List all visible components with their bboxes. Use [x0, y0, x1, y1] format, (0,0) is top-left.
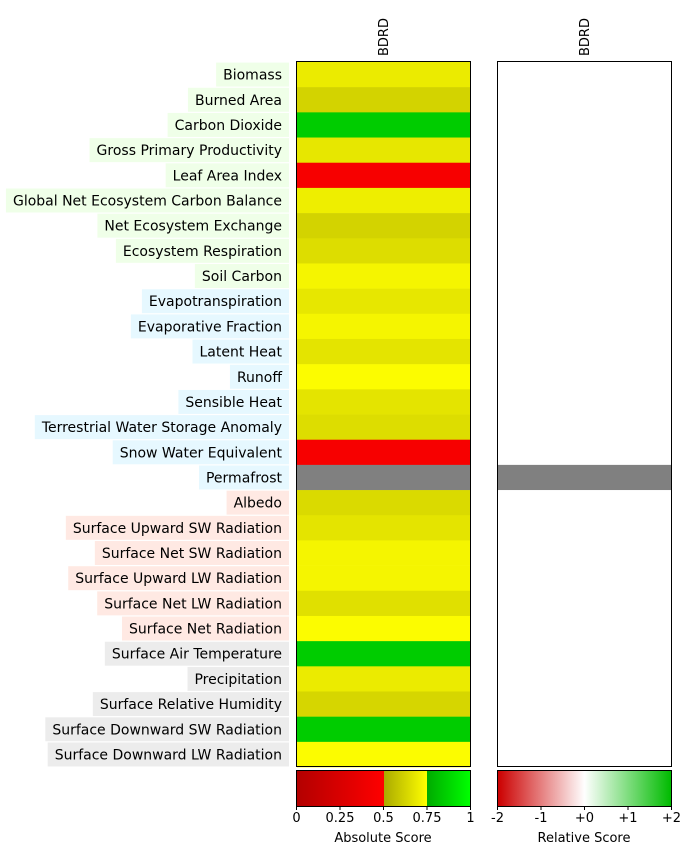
absolute-score-cell — [297, 238, 470, 263]
absolute-score-cell — [297, 591, 470, 616]
row-label: Soil Carbon — [201, 269, 282, 286]
row-label: Carbon Dioxide — [174, 117, 282, 134]
absolute-colorbar-ticks — [292, 806, 474, 826]
absolute-colorbar-yellow-segment — [384, 771, 427, 806]
relative-score-cell — [498, 87, 671, 112]
absolute-score-cell — [297, 440, 470, 465]
absolute-colorbar-label: Absolute Score — [334, 831, 432, 846]
absolute-score-cell — [297, 62, 470, 87]
row-label: Biomass — [223, 67, 282, 84]
absolute-score-cell — [297, 87, 470, 112]
relative-score-cell — [498, 415, 671, 440]
relative-colorbar-tick-label: +0 — [574, 811, 595, 826]
absolute-colorbar-tick-label: 0 — [292, 811, 301, 826]
relative-score-cell — [498, 263, 671, 288]
relative-score-cell — [498, 717, 671, 742]
relative-score-cell — [498, 692, 671, 717]
absolute-score-cell — [297, 263, 470, 288]
row-label: Net Ecosystem Exchange — [104, 218, 282, 235]
relative-score-cell — [498, 591, 671, 616]
row-label: Surface Air Temperature — [111, 646, 282, 663]
relative-score-cell — [498, 314, 671, 339]
absolute-score-cell — [297, 641, 470, 666]
row-label: Snow Water Equivalent — [119, 445, 282, 462]
relative-colorbar-tick-label: -1 — [534, 811, 548, 826]
absolute-score-cell — [297, 742, 470, 767]
absolute-score-cell — [297, 566, 470, 591]
absolute-score-cell — [297, 213, 470, 238]
row-label: Surface Net LW Radiation — [104, 596, 282, 613]
absolute-score-cell — [297, 415, 470, 440]
relative-score-cell — [498, 213, 671, 238]
relative-colorbar-ticks — [491, 806, 681, 826]
relative-score-cell — [498, 440, 671, 465]
relative-score-cell — [498, 616, 671, 641]
absolute-score-cell — [297, 314, 470, 339]
absolute-colorbar-tick-label: 1 — [466, 811, 475, 826]
absolute-score-cell — [297, 616, 470, 641]
absolute-score-cell — [297, 540, 470, 565]
absolute-score-cell — [297, 289, 470, 314]
row-label: Surface Relative Humidity — [99, 697, 282, 714]
relative-colorbar-tick-label: +1 — [618, 811, 638, 826]
absolute-score-cells — [297, 62, 470, 767]
relative-colorbar-tick-label: +2 — [661, 811, 682, 826]
relative-column-header: BDRD — [578, 18, 593, 56]
row-label: Evapotranspiration — [148, 294, 282, 311]
absolute-column-header: BDRD — [377, 18, 392, 56]
row-labels — [6, 63, 289, 767]
row-label: Surface Net Radiation — [129, 621, 282, 638]
absolute-score-cell — [297, 112, 470, 137]
absolute-colorbar-red-segment — [297, 771, 384, 806]
absolute-colorbar-tick-label: 0.25 — [325, 811, 355, 826]
relative-colorbar-label: Relative Score — [537, 831, 631, 846]
relative-score-cell — [498, 742, 671, 767]
row-label: Runoff — [236, 369, 282, 386]
relative-score-cell — [498, 566, 671, 591]
absolute-score-cell — [297, 490, 470, 515]
row-label: Albedo — [233, 495, 282, 512]
absolute-colorbar-tick-label: 0.75 — [412, 811, 442, 826]
absolute-score-cell — [297, 465, 470, 490]
row-label: Surface Downward SW Radiation — [52, 722, 282, 739]
absolute-score-cell — [297, 364, 470, 389]
absolute-score-cell — [297, 717, 470, 742]
relative-score-cell — [498, 515, 671, 540]
absolute-score-cell — [297, 389, 470, 414]
row-label: Surface Upward SW Radiation — [72, 520, 282, 537]
relative-score-cell — [498, 389, 671, 414]
relative-score-cell — [498, 641, 671, 666]
relative-score-cell — [498, 364, 671, 389]
row-label: Terrestrial Water Storage Anomaly — [41, 420, 282, 437]
absolute-colorbar-green-segment — [427, 771, 470, 806]
relative-score-cell — [498, 666, 671, 691]
relative-colorbar-gradient — [498, 771, 671, 806]
absolute-score-cell — [297, 339, 470, 364]
absolute-score-cell — [297, 692, 470, 717]
row-label: Global Net Ecosystem Carbon Balance — [12, 193, 282, 210]
relative-score-cell — [498, 112, 671, 137]
relative-colorbar-tick-label: -2 — [491, 811, 504, 826]
absolute-score-cell — [297, 188, 470, 213]
row-label: Gross Primary Productivity — [96, 143, 282, 160]
row-label: Latent Heat — [199, 344, 282, 361]
row-label: Precipitation — [194, 671, 282, 688]
absolute-score-cell — [297, 163, 470, 188]
relative-score-cell — [498, 188, 671, 213]
row-label: Burned Area — [194, 92, 282, 109]
relative-score-cell — [498, 238, 671, 263]
row-label: Surface Downward LW Radiation — [54, 747, 282, 764]
absolute-score-cell — [297, 666, 470, 691]
row-label: Leaf Area Index — [172, 168, 282, 185]
absolute-score-cell — [297, 515, 470, 540]
row-label: Sensible Heat — [185, 394, 282, 411]
relative-score-cell — [498, 138, 671, 163]
relative-score-cell — [498, 540, 671, 565]
relative-colorbar — [491, 771, 681, 847]
row-label: Evaporative Fraction — [137, 319, 282, 336]
relative-score-cell — [498, 62, 671, 87]
absolute-colorbar — [292, 771, 474, 847]
row-label: Permafrost — [205, 470, 282, 487]
row-label: Ecosystem Respiration — [122, 243, 282, 260]
row-label: Surface Net SW Radiation — [101, 546, 282, 563]
relative-score-cell — [498, 465, 671, 490]
relative-score-cells — [498, 62, 671, 767]
relative-score-cell — [498, 339, 671, 364]
relative-score-cell — [498, 289, 671, 314]
row-label: Surface Upward LW Radiation — [75, 571, 282, 588]
relative-score-cell — [498, 490, 671, 515]
relative-score-cell — [498, 163, 671, 188]
absolute-score-cell — [297, 138, 470, 163]
absolute-colorbar-tick-label: 0.5 — [373, 811, 394, 826]
